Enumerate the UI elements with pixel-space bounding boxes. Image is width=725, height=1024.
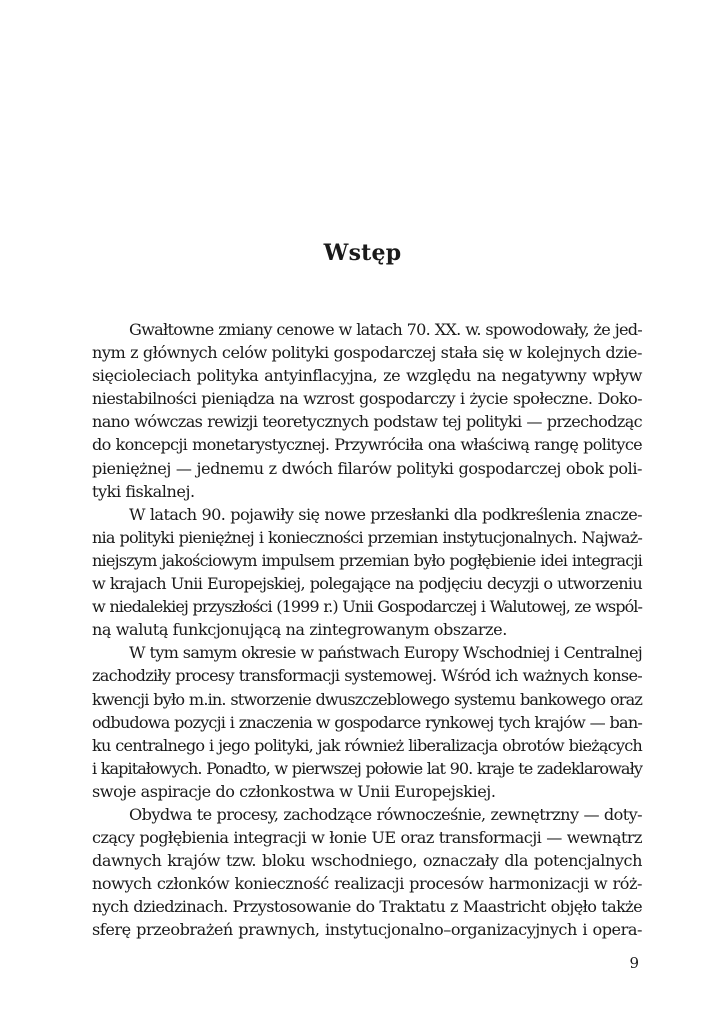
- text-line: w niedalekiej przyszłości (1999 r.) Unii Gospodarczej i Walutowej, ze wspól-: [92, 597, 642, 617]
- text-line: odbudowa pozycji i znaczenia w gospodarce rynkowej tych krajów — ban-: [92, 712, 642, 732]
- text-line: nano wówczas rewizji teoretycznych podstaw tej polityki — przechodząc: [92, 412, 642, 432]
- text-line: czący pogłębienia integracji w łonie UE oraz transformacji — wewnątrz: [92, 828, 642, 848]
- text-line: Obydwa te procesy, zachodzące równocześnie, zewnętrzny — doty-: [129, 804, 642, 824]
- text-line: i kapitałowych. Ponadto, w pierwszej połowie lat 90. kraje te zadeklarowały: [92, 758, 642, 778]
- text-line: w krajach Unii Europejskiej, polegające na podjęciu decyzji o utworzeniu: [92, 574, 642, 594]
- text-line: Gwałtowne zmiany cenowe w latach 70. XX. w. spowodowały, że jed-: [129, 320, 642, 339]
- text-line: tyki fiskalnej.: [92, 481, 195, 501]
- text-line: niestabilności pieniądza na wzrost gospodarczy i życie społeczne. Doko-: [92, 389, 642, 409]
- text-line: nym z głównych celów polityki gospodarczej stała się w kolejnych dzie-: [92, 343, 642, 363]
- page-title: Wstęp: [323, 240, 402, 266]
- page-number: 9: [629, 954, 639, 972]
- text-line: pieniężnej — jednemu z dwóch filarów polityki gospodarczej obok poli-: [92, 458, 642, 478]
- text-line: W tym samym okresie w państwach Europy Wschodniej i Centralnej: [129, 643, 642, 663]
- text-line: niejszym jakościowym impulsem przemian było pogłębienie idei integracji: [92, 550, 642, 570]
- text-line: zachodziły procesy transformacji systemowej. Wśród ich ważnych konse-: [92, 666, 642, 686]
- text-line: sferę przeobrażeń prawnych, instytucjonalno–organizacyjnych i opera-: [92, 920, 642, 940]
- text-line: do koncepcji monetarystycznej. Przywróciła ona właściwą rangę polityce: [92, 435, 642, 455]
- body-text: [92, 318, 642, 942]
- text-line: nia polityki pieniężnej i konieczności przemian instytucjonalnych. Najważ-: [92, 527, 642, 547]
- text-line: nych dziedzinach. Przystosowanie do Traktatu z Maastricht objęło także: [92, 897, 642, 917]
- text-line: nowych członków konieczność realizacji procesów harmonizacji w róż-: [92, 874, 642, 894]
- text-line: kwencji było m.in. stworzenie dwuszczeblowego systemu bankowego oraz: [92, 689, 642, 709]
- text-line: W latach 90. pojawiły się nowe przesłanki dla podkreślenia znacze-: [129, 504, 642, 524]
- text-line: dawnych krajów tzw. bloku wschodniego, oznaczały dla potencjalnych: [92, 851, 642, 871]
- text-line: ku centralnego i jego polityki, jak również liberalizacja obrotów bieżących: [92, 735, 642, 755]
- text-line: ną walutą funkcjonującą na zintegrowanym obszarze.: [92, 620, 507, 640]
- text-line: sięcioleciach polityka antyinflacyjna, ze względu na negatywny wpływ: [92, 366, 642, 386]
- text-line: swoje aspiracje do członkostwa w Unii Europejskiej.: [92, 781, 496, 801]
